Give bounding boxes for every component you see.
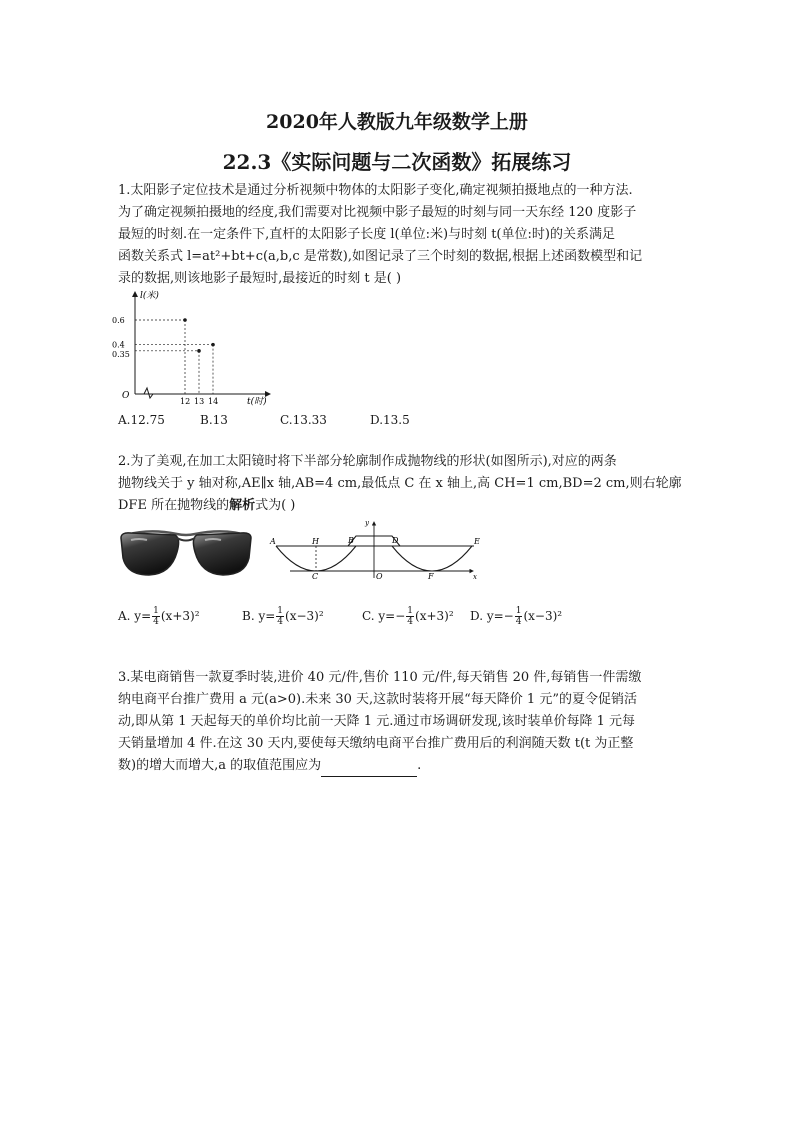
y-axis-label: l(米) <box>140 291 159 301</box>
question-2-text <box>118 451 684 517</box>
x-tick-label: 13 <box>194 397 205 406</box>
graph-y-ticks <box>112 316 130 359</box>
question-2-diagram <box>268 516 482 582</box>
option-a[interactable]: A. y= $\frac{1}{4}$ (x+3)² <box>118 606 200 627</box>
axis-break-mark <box>144 388 153 398</box>
label-f: F <box>428 572 434 581</box>
question-1-line: 录的数据,则该地影子最短时,最接近的时刻 t 是( ) <box>118 271 402 286</box>
question-1-line: 最短的时刻.在一定条件下,直杆的太阳影子长度 l(单位:米)与时刻 t(单位:时)的关系满足 <box>118 227 615 242</box>
label-b: B <box>348 536 354 545</box>
question-1-text <box>118 180 684 290</box>
y-tick-label: 0.6 <box>112 316 125 325</box>
question-1-line: 1.太阳影子定位技术是通过分析视频中物体的太阳影子变化,确定视频拍摄地点的一种方法. <box>118 183 633 198</box>
option-b[interactable]: B.13 <box>200 413 228 427</box>
data-point <box>197 349 201 353</box>
label-e: E <box>474 537 480 546</box>
option-b[interactable]: B. y= $\frac{1}{4}$ (x−3)² <box>242 606 324 627</box>
label-o: O <box>376 572 383 581</box>
question-3-line: 动,即从第 1 天起每天的单价均比前一天降 1 元.通过市场调研发现,该时装单价每降 1 元每 <box>118 714 636 729</box>
page-subtitle: 22.3《实际问题与二次函数》拓展练习 <box>222 150 572 174</box>
question-2-line: 抛物线关于 y 轴对称,AE∥x 轴,AB=4 cm,最低点 C 在 x 轴上,高 CH=1 cm,BD=2 cm,则右轮廓 <box>118 476 682 491</box>
graph-x-ticks <box>180 397 218 406</box>
label-c: C <box>312 572 319 581</box>
question-3-line: 纳电商平台推广费用 a 元(a>0).未来 30 天,这款时装将开展“每天降价 1 元”的夏令促销活 <box>118 692 637 707</box>
question-2-line: DFE 所在抛物线的解析式为( ) <box>118 498 296 513</box>
label-d: D <box>392 536 399 545</box>
y-tick-label: 0.35 <box>112 349 130 359</box>
page-title: 2020年人教版九年级数学上册 <box>266 111 528 133</box>
graph-guide-lines <box>135 320 213 394</box>
option-c[interactable]: C. y=− $\frac{1}{4}$ (x+3)² <box>362 606 454 627</box>
data-point <box>211 343 215 347</box>
data-point <box>183 318 187 322</box>
x-tick-label: 12 <box>180 397 191 406</box>
question-1-options <box>118 413 438 429</box>
y-tick-label: 0.4 <box>112 340 125 350</box>
question-2-line: 2.为了美观,在加工太阳镜时将下半部分轮廓制作成抛物线的形状(如图所示),对应的两条 <box>118 454 617 469</box>
answer-blank[interactable] <box>321 762 417 777</box>
question-1-line: 为了确定视频拍摄地的经度,我们需要对比视频中影子最短的时刻与同一天东经 120 度影子 <box>118 205 637 220</box>
question-1-line: 函数关系式 l=at²+bt+c(a,b,c 是常数),如图记录了三个时刻的数据,根据上述函数模型和记 <box>118 249 643 264</box>
question-3-line: 数)的增大而增大,a 的取值范围应为 . <box>118 755 684 777</box>
option-c[interactable]: C.13.33 <box>280 413 327 427</box>
fraction: $\frac{1}{4}$ <box>153 606 159 627</box>
option-d[interactable]: D. y=− $\frac{1}{4}$ (x−3)² <box>470 606 563 627</box>
graph-points <box>183 318 215 352</box>
sunglasses-image <box>117 526 255 580</box>
fraction: $\frac{1}{4}$ <box>515 606 522 627</box>
x-axis-label: t(时) <box>247 397 267 407</box>
label-y: y <box>365 519 369 527</box>
question-3-line: 3.某电商销售一款夏季时装,进价 40 元/件,售价 110 元/件,每天销售 20 件,每销售一件需缴 <box>118 670 642 685</box>
right-parabola <box>392 546 472 571</box>
label-x: x <box>473 573 477 581</box>
question-3-line: 天销量增加 4 件.在这 30 天内,要使每天缴纳电商平台推广费用后的利润随天数 t(t 为正整 <box>118 736 634 751</box>
question-3-text <box>118 667 684 777</box>
fraction: $\frac{1}{4}$ <box>407 606 414 627</box>
fraction: $\frac{1}{4}$ <box>277 606 284 627</box>
question-2-options <box>118 606 578 630</box>
label-h: H <box>312 537 319 546</box>
option-d[interactable]: D.13.5 <box>370 413 410 427</box>
question-1-graph <box>110 288 280 408</box>
x-tick-label: 14 <box>208 397 219 406</box>
label-a: A <box>270 537 276 546</box>
option-a[interactable]: A.12.75 <box>118 413 165 427</box>
origin-label: O <box>122 391 130 401</box>
